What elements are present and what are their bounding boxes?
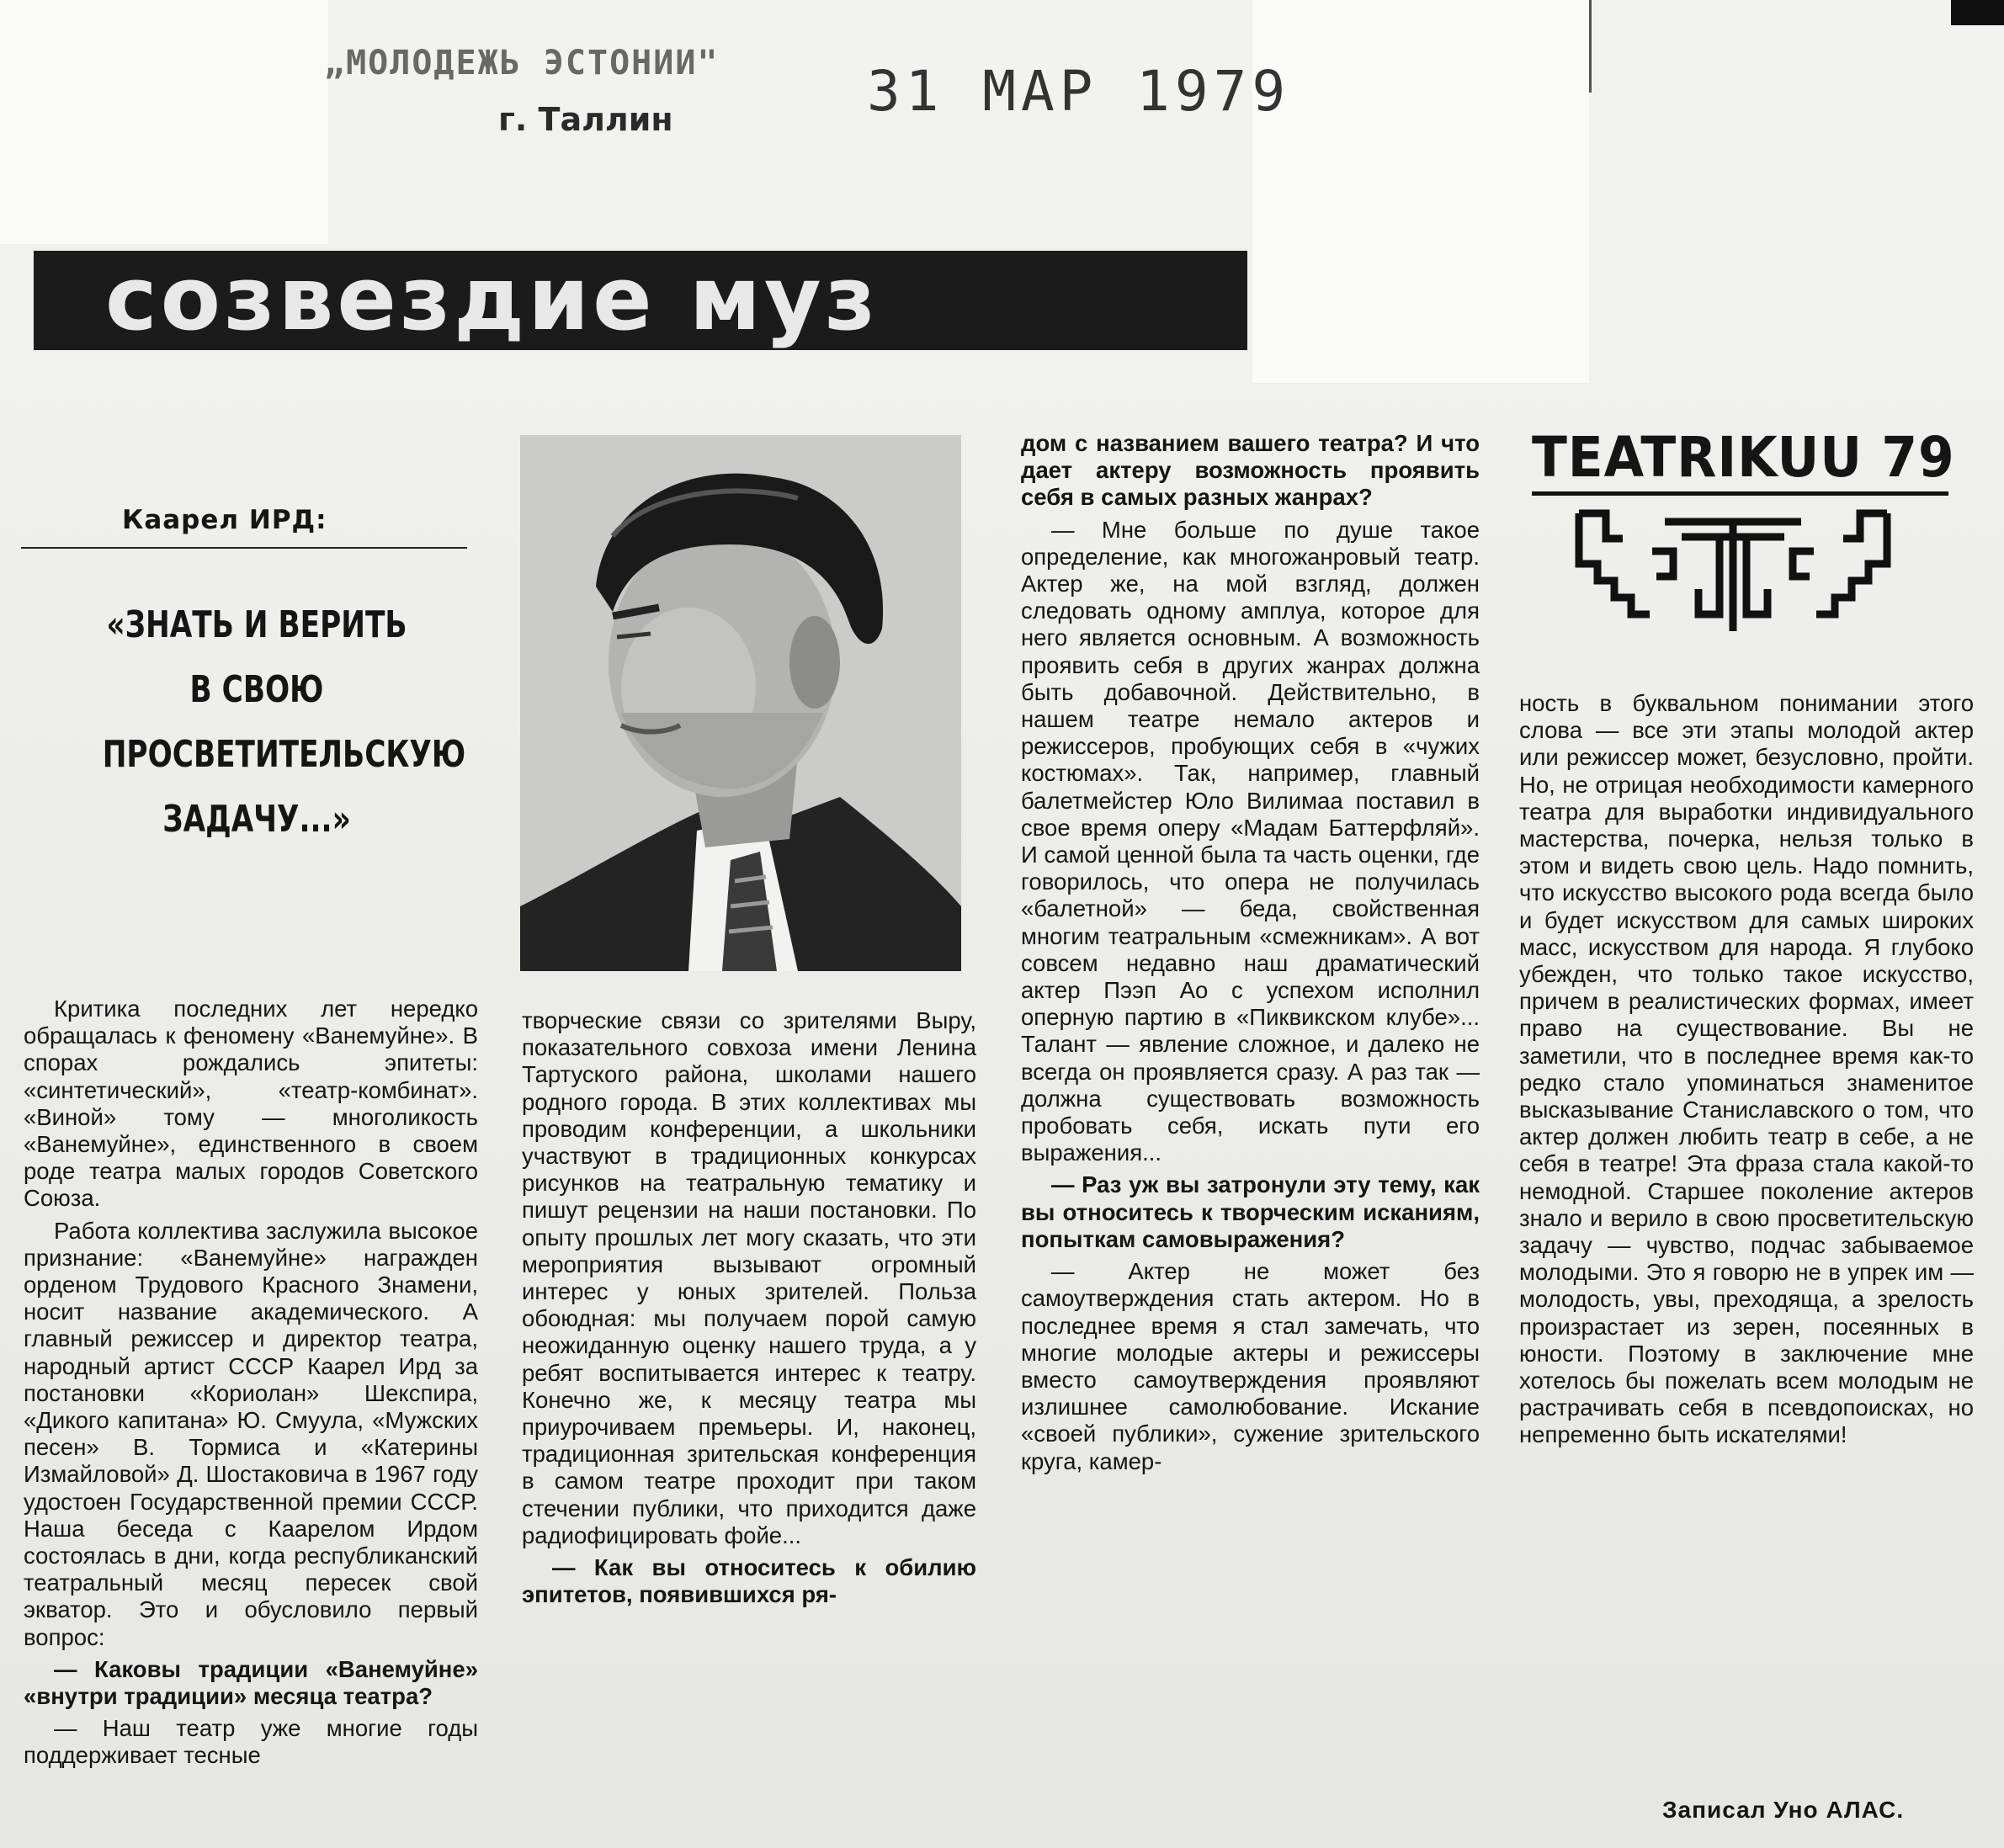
article-column-4 [1519,690,1974,1454]
article-column-3 [1021,430,1480,1480]
article-headline: «ЗНАТЬ И ВЕРИТЬ В СВОЮ ПРОСВЕТИТЕЛЬСКУЮ ЗАДАЧУ...» [102,603,466,841]
scan-corner [1951,0,2004,25]
newspaper-name-stamp: „МОЛОДЕЖЬ ЭСТОНИИ" [324,44,720,82]
author-divider [21,547,467,549]
article-paragraph: — Наш театр уже многие годы поддерживает тесные [24,1715,478,1769]
article-paragraph: — Актер не может без самоутверждения стать актером. Но в последнее время я стал замечать, что многие молодые актеры и режиссеры вместо самоутверждения проявляют излишнее самолюбование. Искание «своей публики», сужение зрительского круга, камер- [1021,1258,1480,1474]
section-title: созвездие муз [105,247,880,350]
article-paragraph: ность в буквальном понимании этого слова — все эти этапы молодой актер или режиссер может, безусловно, пройти. Но, не отрицая необходимости камерного театра для выработки индивидуального мастерства, почерка, нельзя только в этом и видеть свою цель. Надо помнить, что искусство высокого рода всегда было и будет искусством для самых широких масс, искусством для народа. Я глубоко убежден, что только такое искусство, причем в реалистических формах, имеет право на существование. Вы не заметили, что в последнее время как-то редко стало упоминаться знаменитое высказывание Станиславского о том, что актер должен любить театр в себе, а не себя в театре! Эта фраза стала какой-то немодной. Старшее поколение актеров знало и верило в свою просветительскую задачу — чувство, подчас забываемое молодыми. Это я говорю не в упрек им — молодость, увы, преходяща, а зрелость произрастает из зерен, посеянных в юности. Поэтому в заключение мне хотелось бы пожелать всем молодым не растрачивать себя в псевдопоисках, но непременно быть искателями! [1519,690,1974,1448]
city-stamp: г. Таллин [498,101,673,138]
article-paragraph: — Мне больше по душе такое определение, как многожанровый театр. Актер же, на мой взгляд, должен следовать одному амплуа, которое для него является основным. А возможность проявить себя в других жанрах должна быть добавочной. Действительно, в нашем театре немало актеров и режиссеров, пробующих себя в «чужих костюмах». Так, например, главный балетмейстер Юло Вилимаа поставил в свое время оперу «Мадам Баттерфляй». И самой ценной была та часть оценки, где говорилось, что опера не получилась «балетной» — беда, свойственная многим театральным «смежникам». А вот совсем недавно наш драматический актер Пээп Ао с успехом исполнил оперную партию в «Пиквикском клубе»... Талант — явление сложное, и далеко не всегда он проявляется сразу. А раз так — должна существовать возможность пробовать себя, искать пути его выражения... [1021,516,1480,1166]
teatrikuu-title: TEATRIKUU 79 [1532,425,1955,490]
article-author: Каарел ИРД: [122,505,327,535]
paper-patch [1252,0,1589,383]
date-stamp: 31 МАР 1979 [867,59,1291,124]
article-column-2 [522,1007,976,1613]
interview-question: дом с названием вашего театра? И что дает актеру возможность проявить себя в самых разных жанрах? [1021,430,1480,511]
paper-patch [0,0,328,244]
teatrikuu-underline [1532,491,1948,496]
article-paragraph: Работа коллектива заслужила высокое признание: «Ванемуйне» награжден орденом Трудового Красного Знамени, носит название академического. А главный режиссер и директор театра, народный артист СССР Каарел Ирд за постановки «Кориолан» Шекспира, «Дикого капитана» Ю. Смуула, «Мужских песен» В. Тормиса и «Катерины Измайловой» Д. Шостаковича в 1967 году удостоен Государственной премии СССР. Наша беседа с Каарелом Ирдом состоялась в дни, когда республиканский театральный месяц пересек свой экватор. Это и обусловило первый вопрос: [24,1217,478,1650]
portrait-photo [520,435,961,971]
article-paragraph: Критика последних лет нередко обращалась к феномену «Ванемуйне». В спорах рождались эпитеты: «синтетический», «театр-комбинат». «Виной» тому — многоликость «Ванемуйне», единственного в своем роде театра малых городов Советского Союза. [24,996,478,1212]
interview-question: — Как вы относитесь к обилию эпитетов, появившихся ря- [522,1554,976,1608]
article-signature: Записал Уно АЛАС. [1662,1797,1905,1823]
interview-question: — Каковы традиции «Ванемуйне» «внутри традиции» месяца театра? [24,1655,478,1710]
theatre-month-logo-icon [1572,505,1894,633]
clipping-edge [1589,0,1592,93]
interview-question: — Раз уж вы затронули эту тему, как вы относитесь к творческим исканиям, попыткам самовыражения? [1021,1171,1480,1252]
article-paragraph: творческие связи со зрителями Выру, показательного совхоза имени Ленина Тартуского района, школами нашего родного города. В этих коллективах мы проводим конференции, а школьники участвуют в традиционных конкурсах рисунков на театральную тематику и пишут рецензии на наши постановки. По опыту прошлых лет могу сказать, что эти мероприятия вызывают огромный интерес у юных зрителей. Польза обоюдная: мы получаем порой самую неожиданную оценку нашего труда, а у ребят воспитывается интерес к театру. Конечно же, к месяцу театра мы приурочиваем премьеры. И, наконец, традиционная зрительская конференция в самом театре проходит при таком стечении публики, что приходится даже радиофицировать фойе... [522,1007,976,1548]
article-column-1 [24,996,478,1775]
